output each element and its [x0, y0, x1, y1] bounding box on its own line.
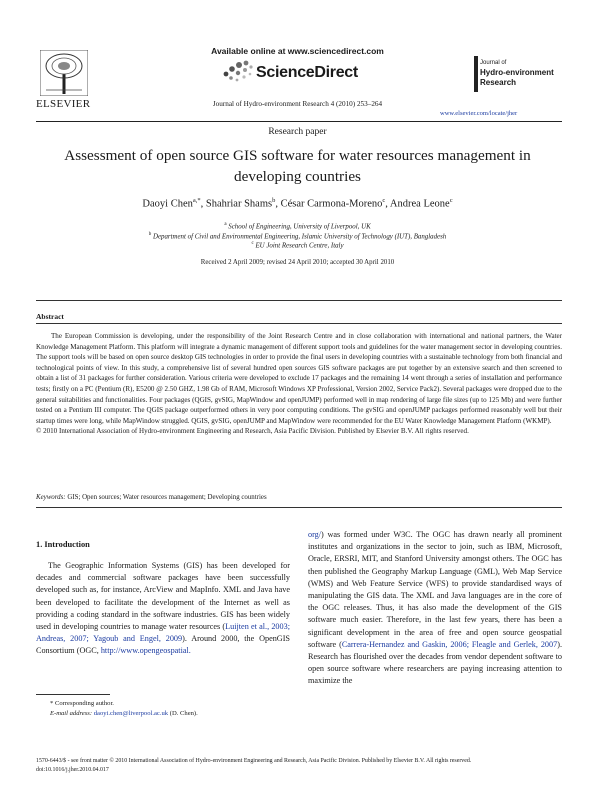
citation-link[interactable]: Luijten et al., 2003; Andreas, 2007; Yagoub and Engel, 2009 [36, 622, 290, 644]
section-heading: 1. Introduction [36, 540, 90, 549]
abstract-copyright: © 2010 International Association of Hydro-environment Engineering and Research, Asia Pacific Division. Published by Elsevier B.V. All rights reserved. [36, 427, 469, 436]
ogc-url-link[interactable]: org/ [308, 530, 322, 539]
cover-line-2: Hydro-environment [480, 68, 554, 77]
affiliation [0, 232, 595, 240]
elsevier-tree-icon [40, 50, 88, 96]
abstract-heading: Abstract [36, 312, 64, 321]
sciencedirect-wordmark: ScienceDirect [256, 64, 358, 81]
email-label: E-mail address: [50, 710, 93, 717]
affiliation [0, 241, 595, 249]
footer-line: 1570-6443/$ - see front matter © 2010 International Association of Hydro-environment Engineering and Research, Asia Pacific Division. Published by Elsevier B.V. All rights reserved. [36, 758, 472, 764]
received-dates: Received 2 April 2009; revised 24 April 2010; accepted 30 April 2010 [200, 259, 395, 266]
journal-cover-logo [474, 54, 566, 96]
journal-reference: Journal of Hydro-environment Research 4 (2010) 253–264 [212, 100, 383, 108]
abstract-body: The European Commission is developing, under the responsibility of the Joint Research Centre and in close collaboration with international and national partners, the Water Knowledge Management Platform. This platform will integrate a dynamic management of different support tools and guidelines for the water management sector in developing countries. The support tools will be based on open source desktop GIS technologies in order to provide the final users in developing countries with a sustainable technology from both financial and technological points of view. In this study, a comprehensive list of several hundred open sources GIS software packages are put together by an extensive search and then screened to obtain a list of 31 packages for further consideration. Various criteria were developed to exclude 17 packages and the remaining 14 went through a series of installation and performance tests; firstly on a PC (Pentium (R), E5200 @ 2.50 GHZ, 1.98 Gb of RAM, Microsoft Windows XP Professional, Version 2002, Service Pack2). Several packages were dropped due to the general suitabilities and functionalities. Four packages (QGIS, gvSIG, MapWindow and openJUMP) performed well in map rendering of large file sizes (up to 125 Mb) and were further tested on a Pentium III computer. The QGIS package outperformed others in very poor computing conditions. The gvSIG and openJUMP packages performed reasonably well but their startup times were long, while MapWindow struggled. QGIS, gvSIG, openJUMP and MapWindow were recommended for the EU Water Knowledge Management Platform (WKMP). [36, 332, 562, 425]
affiliation-text: EU Joint Research Centre, Italy [255, 242, 344, 250]
affiliation [0, 222, 595, 230]
author-sup[interactable]: a,* [192, 197, 201, 204]
email-suffix: (D. Chen). [169, 710, 198, 717]
footnote-divider [36, 694, 110, 695]
divider [36, 323, 562, 324]
footnote-label: Corresponding author. [54, 700, 114, 707]
affiliation-sup: a [224, 222, 227, 227]
abstract [36, 331, 562, 437]
body-column-left [36, 560, 290, 658]
cover-bar [474, 56, 478, 92]
paper-type: Research paper [268, 127, 327, 137]
body-column-right [308, 529, 562, 688]
footnote-line [36, 699, 290, 709]
author-sup[interactable]: b [272, 197, 276, 204]
author-name: Shahriar Shams [205, 198, 273, 210]
author-name: Daoyi Chen [142, 198, 193, 210]
elsevier-logo [36, 50, 92, 112]
paragraph [36, 560, 290, 658]
elsevier-wordmark: ELSEVIER [36, 98, 91, 110]
footer-doi[interactable]: doi:10.1016/j.jher.2010.04.017 [36, 767, 109, 773]
author-sup[interactable]: c [449, 197, 453, 204]
author-name: César Carmona-Moreno [280, 198, 383, 210]
email-link[interactable]: daoyi.chen@liverpool.ac.uk [93, 710, 169, 717]
ogc-url-link[interactable]: http://www.opengeospatial. [100, 646, 191, 656]
author-name: Andrea Leone [389, 198, 450, 210]
author-list: Daoyi Chen$^{a,*}$, Shahriar Shams$^b$, César Carmona-Moreno$^c$, Andrea Leone$^c$ [142, 197, 453, 210]
affiliation-sup: b [148, 232, 152, 237]
paragraph-text: ). Research has flourished over the decades from vendor dependent software to open source software where researchers are paying increasing attention to maximize the [308, 639, 562, 686]
available-online-note: Available online at www.sciencedirect.com [211, 46, 384, 56]
keywords-text: GIS; Open sources; Water resources management; Developing countries [67, 494, 267, 501]
keywords [36, 494, 562, 501]
sciencedirect-dots-icon [220, 58, 254, 84]
journal-homepage-link[interactable]: www.elsevier.com/locate/jher [440, 110, 518, 117]
author-sup[interactable]: c [382, 197, 386, 204]
article-title: Assessment of open source GIS software for water resources management in developing countries [64, 147, 531, 185]
sciencedirect-logo[interactable] [220, 58, 380, 88]
divider [36, 300, 562, 301]
divider [36, 507, 562, 508]
paragraph-text: ) was formed under W3C. The OGC has drawn nearly all prominent institutes and organizations in the sector to join, such as IBM, Microsoft, Oracle, ERSRI, MIT, and Stanford University amongst others. The OGC has then published the Geography Markup Language (GML), Web Map Service (WMS) and Web Feature Service (WFS) to provide standardised ways of manipulating the GIS data. The XML and Java languages are in the core of the OGC releases. Thus, it has also made the development of the GIS software much easier. Therefore, in the last few years, there has been a significant development in the area of free and open source geospatial software ( [308, 530, 562, 649]
paragraph-text: The Geographic Information Systems (GIS) has been developed for decades and commercial software packages have been successfully developed such as, for instance, ArcView and MapInfo. XML and Java have been developed to facilitate the development of the Internet as well as providing a coding standard in the software industries. GIS has been widely used in developing countries to manage water resources ( [36, 561, 290, 632]
cover-line-3: Research [480, 78, 517, 87]
footnote-line [36, 709, 290, 719]
header-divider [36, 121, 562, 122]
keywords-label: Keywords: [36, 494, 66, 501]
affiliation-sup: c [251, 241, 254, 246]
citation-link[interactable]: Carrera-Hernandez and Gaskin, 2006; Fleagle and Gerlek, 2007 [341, 639, 558, 649]
footnote [36, 699, 290, 719]
page-footer [36, 757, 562, 775]
cover-line-1: Journal of [480, 60, 507, 66]
paragraph-text: ). Around 2000, the OpenGIS Consortium (OGC, [36, 634, 290, 656]
footnote-marker: * [50, 700, 54, 707]
paragraph [308, 529, 562, 688]
affiliation-text: School of Engineering, University of Liverpool, UK [228, 223, 371, 231]
affiliation-text: Department of Civil and Environmental Engineering, Islamic University of Technology (IUT), Bangladesh [152, 233, 447, 241]
